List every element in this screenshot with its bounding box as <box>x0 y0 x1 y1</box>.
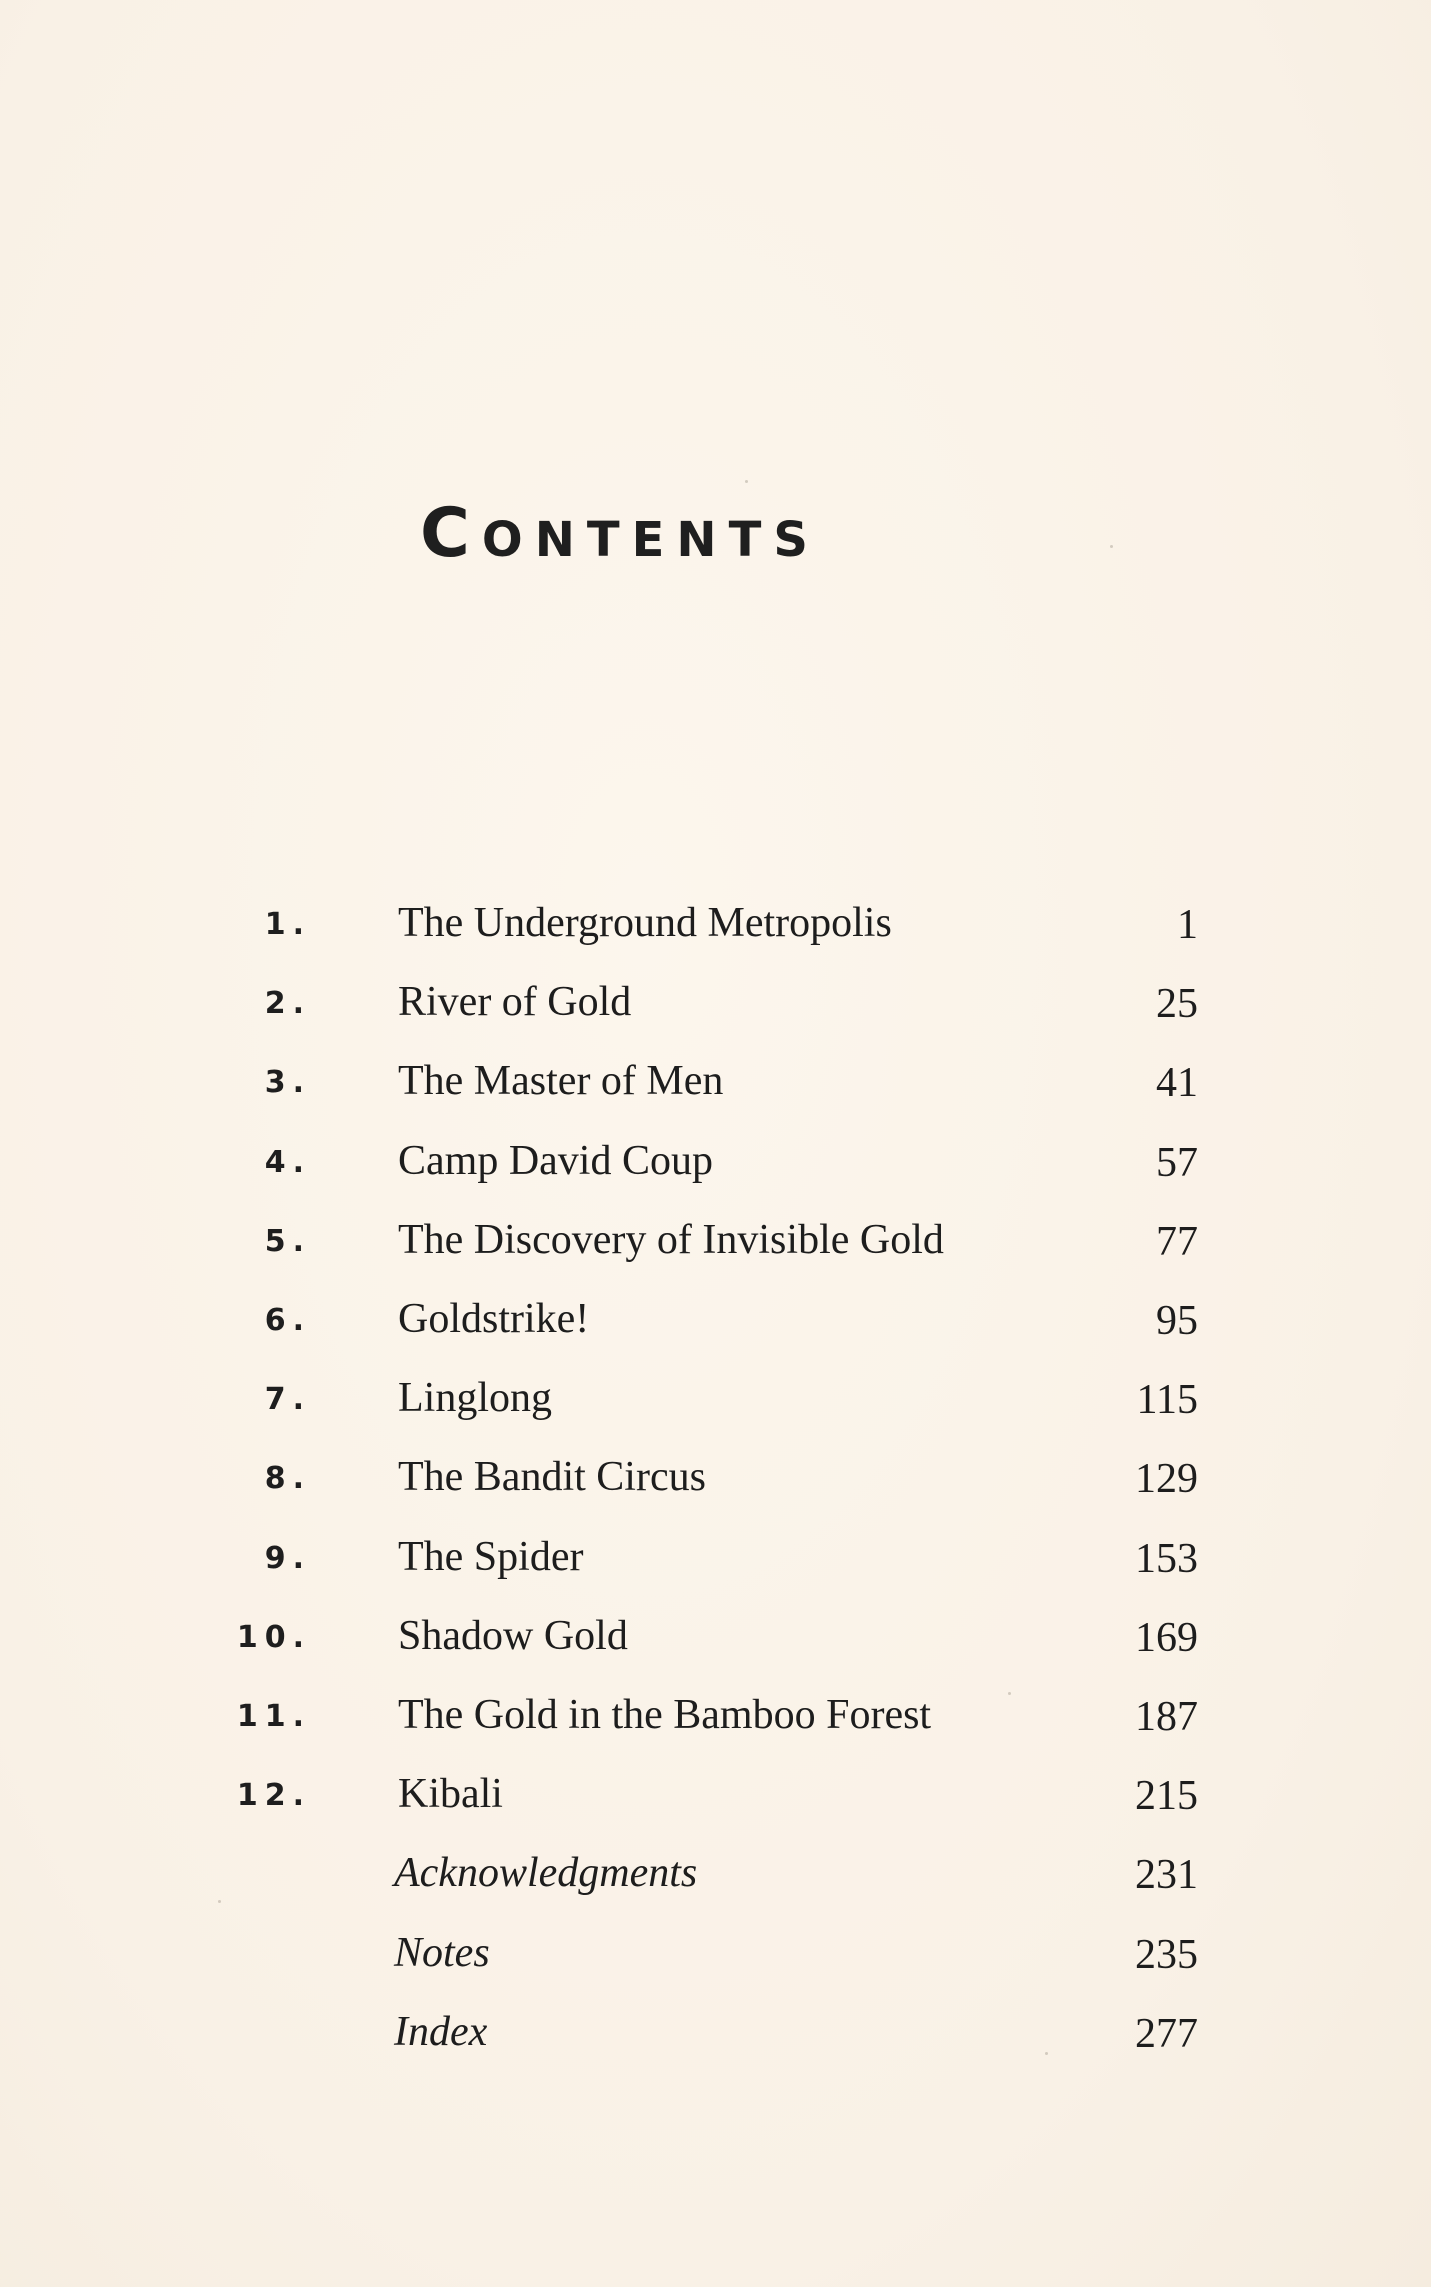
toc-entry <box>0 1607 1431 1686</box>
toc-entry <box>0 1924 1431 2003</box>
toc-entry <box>0 1132 1431 1211</box>
toc-entry-number: 7. <box>264 1382 311 1418</box>
toc-entry <box>0 894 1431 973</box>
paper-speck <box>745 480 748 483</box>
toc-entry-page: 1 <box>1177 902 1198 948</box>
toc-entry-title: The Discovery of Invisible Gold <box>398 1216 944 1263</box>
paper-speck <box>1008 1692 1011 1695</box>
toc-entry-page: 115 <box>1136 1377 1198 1424</box>
toc-entry-number: 3. <box>264 1065 311 1101</box>
toc-entry <box>0 1369 1431 1448</box>
toc-entry-page: 153 <box>1135 1535 1198 1582</box>
toc-entry-number: 10. <box>236 1619 311 1655</box>
toc-entry-page: 187 <box>1135 1694 1198 1740</box>
toc-entry-title: The Master of Men <box>398 1058 724 1105</box>
toc-entry-number: 2. <box>264 986 311 1022</box>
toc-entry-number: 4. <box>264 1144 311 1180</box>
toc-entry-number: 11. <box>236 1699 311 1734</box>
page-title: Contents <box>420 494 820 573</box>
toc-entry-page: 235 <box>1135 1931 1198 1978</box>
toc-entry-number: 1. <box>264 907 311 942</box>
paper-speck <box>218 1900 221 1903</box>
toc-entry-page: 57 <box>1156 1139 1198 1186</box>
toc-entry <box>0 1844 1431 1923</box>
toc-entry-page: 169 <box>1135 1614 1198 1661</box>
toc-entry <box>0 1448 1431 1527</box>
toc-entry <box>0 1052 1431 1131</box>
toc-entry <box>0 2003 1431 2082</box>
toc-entry-page: 215 <box>1135 1773 1198 1820</box>
toc-entry-title: Acknowledgments <box>394 1850 698 1897</box>
toc-entry-title: The Bandit Circus <box>398 1454 706 1501</box>
toc-entry-page: 129 <box>1135 1456 1198 1503</box>
toc-entry <box>0 1686 1431 1765</box>
toc-entry-title: The Gold in the Bamboo Forest <box>398 1692 932 1738</box>
toc-entry-page: 77 <box>1156 1218 1198 1265</box>
toc-entry-number: 6. <box>264 1303 311 1338</box>
toc-entry <box>0 1765 1431 1844</box>
paper-speck <box>1110 545 1113 548</box>
toc-entry-title: Kibali <box>398 1771 503 1818</box>
toc-entry-page: 231 <box>1135 1852 1198 1899</box>
toc-entry-number: 8. <box>264 1461 311 1497</box>
toc-entry-title: River of Gold <box>398 979 632 1026</box>
toc-entry-page: 277 <box>1135 2010 1198 2057</box>
toc-entry <box>0 1290 1431 1369</box>
toc-entry-title: Goldstrike! <box>398 1296 590 1342</box>
toc-entry-title: Notes <box>394 1929 490 1976</box>
toc-entry-title: Camp David Coup <box>398 1137 713 1184</box>
toc-entry-title: Linglong <box>398 1375 552 1422</box>
paper-speck <box>1045 2052 1048 2055</box>
toc-entry-number: 9. <box>264 1540 311 1576</box>
toc-entry-number: 12. <box>236 1778 311 1814</box>
toc-entry <box>0 1528 1431 1607</box>
toc-entry-title: Shadow Gold <box>398 1612 628 1659</box>
toc-entry-number: 5. <box>264 1223 311 1259</box>
toc-entry-page: 95 <box>1156 1298 1198 1344</box>
toc-entry-title: The Underground Metropolis <box>398 900 892 946</box>
toc-entry-title: The Spider <box>398 1533 584 1580</box>
toc-entry <box>0 973 1431 1052</box>
toc-entry-page: 41 <box>1156 1060 1198 1107</box>
toc-entry-title: Index <box>394 2008 488 2055</box>
toc-entry-page: 25 <box>1156 981 1198 1028</box>
toc-entry <box>0 1211 1431 1290</box>
